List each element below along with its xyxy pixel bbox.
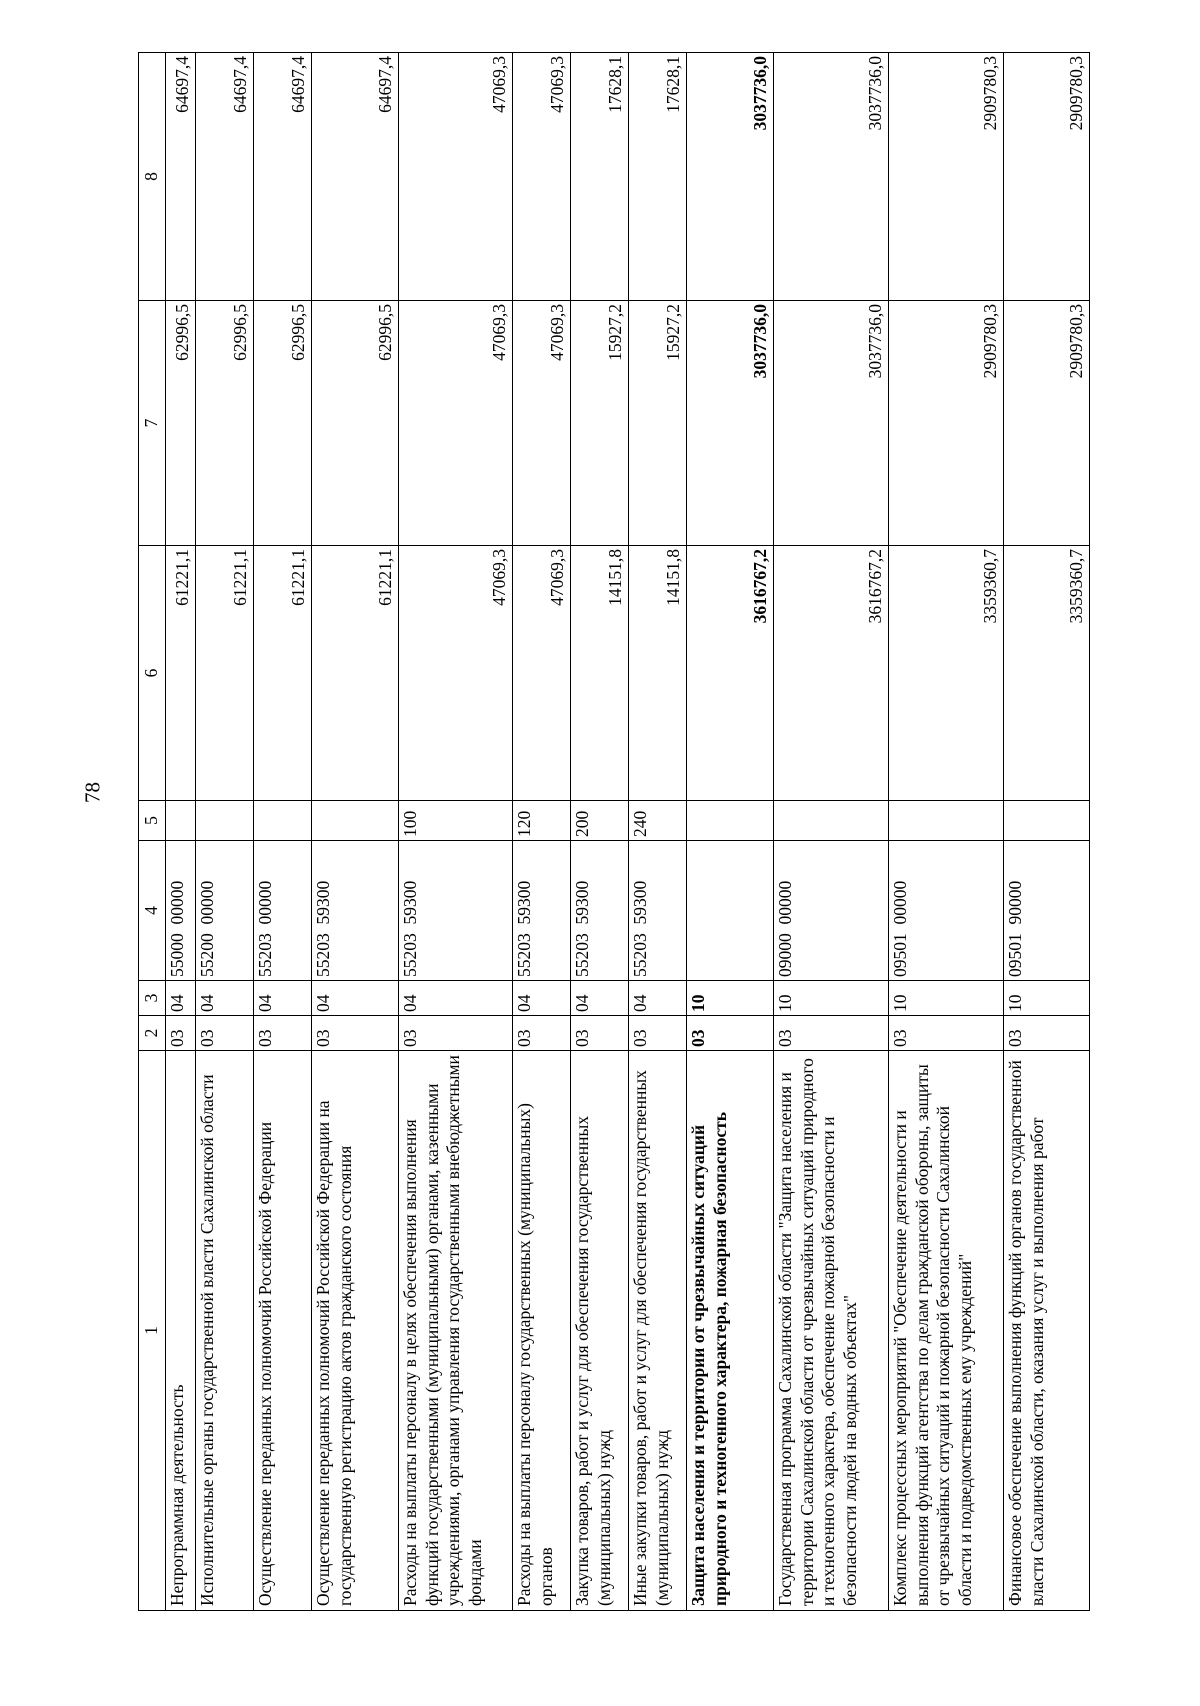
amount-col7-cell: 3037736,0 — [687, 301, 774, 546]
amount-col8-cell: 64697,4 — [254, 53, 312, 301]
row-name-cell: Исполнительные органы государственной власти Сахалинской области — [196, 1051, 254, 1611]
amount-col6-cell: 61221,1 — [196, 546, 254, 801]
table-row — [312, 53, 399, 1611]
column-header: 7 — [139, 301, 166, 546]
row-name-cell: Защита населения и территории от чрезвычайных ситуаций природного и техногенного характера, пожарная безопасность — [687, 1051, 774, 1611]
section-code-cell: 03 — [166, 1016, 196, 1051]
expense-type-cell — [774, 801, 889, 841]
expense-type-cell: 240 — [629, 801, 687, 841]
amount-col8-cell: 3037736,0 — [774, 53, 889, 301]
section-code-cell: 03 — [889, 1016, 1004, 1051]
row-name-cell: Комплекс процессных мероприятий "Обеспечение деятельности и выполнения функций агентства по делам гражданской обороны, защиты от чрезвычайных ситуаций и пожарной безопасности Сахалинской области и подведомственных ему учреждений" — [889, 1051, 1004, 1611]
expense-type-cell: 120 — [513, 801, 571, 841]
subsection-code-cell: 04 — [254, 981, 312, 1016]
amount-col6-cell: 61221,1 — [166, 546, 196, 801]
expense-type-cell — [687, 801, 774, 841]
page-number: 78 — [80, 782, 105, 803]
target-article-cell: 55203 59300 — [399, 841, 513, 981]
row-name-cell: Расходы на выплаты персоналу в целях обеспечения выполнения функций государственными (муниципальными) органами, казенными учреждениями, органами управления государственными внебюджетными фондами — [399, 1051, 513, 1611]
table-row — [889, 53, 1004, 1611]
target-article-cell: 09000 00000 — [774, 841, 889, 981]
section-code-cell: 03 — [629, 1016, 687, 1051]
table-row — [196, 53, 254, 1611]
amount-col6-cell: 3616767,2 — [687, 546, 774, 801]
amount-col8-cell: 64697,4 — [166, 53, 196, 301]
row-name-cell: Закупка товаров, работ и услуг для обеспечения государственных (муниципальных) нужд — [571, 1051, 629, 1611]
row-name-cell: Осуществление переданных полномочий Российской Федерации — [254, 1051, 312, 1611]
amount-col8-cell: 17628,1 — [571, 53, 629, 301]
amount-col7-cell: 47069,3 — [513, 301, 571, 546]
section-code-cell: 03 — [687, 1016, 774, 1051]
amount-col7-cell: 62996,5 — [196, 301, 254, 546]
amount-col7-cell: 62996,5 — [312, 301, 399, 546]
amount-col7-cell: 62996,5 — [254, 301, 312, 546]
amount-col7-cell: 15927,2 — [571, 301, 629, 546]
row-name-cell: Иные закупки товаров, работ и услуг для обеспечения государственных (муниципальных) нужд — [629, 1051, 687, 1611]
amount-col7-cell: 2909780,3 — [889, 301, 1004, 546]
subsection-code-cell: 04 — [629, 981, 687, 1016]
target-article-cell: 55203 59300 — [513, 841, 571, 981]
amount-col7-cell: 15927,2 — [629, 301, 687, 546]
table-row — [166, 53, 196, 1611]
amount-col8-cell: 64697,4 — [196, 53, 254, 301]
target-article-cell: 55200 00000 — [196, 841, 254, 981]
subsection-code-cell: 04 — [196, 981, 254, 1016]
column-header: 6 — [139, 546, 166, 801]
amount-col8-cell: 3037736,0 — [687, 53, 774, 301]
target-article-cell: 09501 00000 — [889, 841, 1004, 981]
amount-col6-cell: 3359360,7 — [889, 546, 1004, 801]
table-row — [629, 53, 687, 1611]
table-row — [571, 53, 629, 1611]
amount-col8-cell: 47069,3 — [399, 53, 513, 301]
subsection-code-cell: 04 — [312, 981, 399, 1016]
section-code-cell: 03 — [1004, 1016, 1090, 1051]
expense-type-cell: 100 — [399, 801, 513, 841]
expense-type-cell: 200 — [571, 801, 629, 841]
amount-col8-cell: 17628,1 — [629, 53, 687, 301]
subsection-code-cell: 10 — [687, 981, 774, 1016]
subsection-code-cell: 10 — [1004, 981, 1090, 1016]
section-code-cell: 03 — [312, 1016, 399, 1051]
table-header-row — [139, 53, 166, 1611]
table-row — [1004, 53, 1090, 1611]
table-row — [399, 53, 513, 1611]
amount-col7-cell: 62996,5 — [166, 301, 196, 546]
budget-table-sheet — [138, 53, 1086, 1611]
target-article-cell: 55000 00000 — [166, 841, 196, 981]
amount-col7-cell: 47069,3 — [399, 301, 513, 546]
section-code-cell: 03 — [513, 1016, 571, 1051]
section-code-cell: 03 — [254, 1016, 312, 1051]
amount-col8-cell: 2909780,3 — [1004, 53, 1090, 301]
amount-col6-cell: 3616767,2 — [774, 546, 889, 801]
section-code-cell: 03 — [196, 1016, 254, 1051]
amount-col6-cell: 47069,3 — [513, 546, 571, 801]
amount-col6-cell: 14151,8 — [571, 546, 629, 801]
subsection-code-cell: 04 — [166, 981, 196, 1016]
amount-col6-cell: 61221,1 — [312, 546, 399, 801]
subsection-code-cell: 10 — [889, 981, 1004, 1016]
section-code-cell: 03 — [774, 1016, 889, 1051]
column-header: 4 — [139, 841, 166, 981]
subsection-code-cell: 04 — [513, 981, 571, 1016]
section-code-cell: 03 — [399, 1016, 513, 1051]
row-name-cell: Финансовое обеспечение выполнения функций органов государственной власти Сахалинской области, оказания услуг и выполнения работ — [1004, 1051, 1090, 1611]
column-header: 3 — [139, 981, 166, 1016]
budget-table — [138, 52, 1090, 1611]
target-article-cell: 55203 59300 — [571, 841, 629, 981]
column-header: 8 — [139, 53, 166, 301]
amount-col7-cell: 3037736,0 — [774, 301, 889, 546]
amount-col7-cell: 2909780,3 — [1004, 301, 1090, 546]
amount-col8-cell: 47069,3 — [513, 53, 571, 301]
amount-col6-cell: 61221,1 — [254, 546, 312, 801]
target-article-cell: 55203 59300 — [629, 841, 687, 981]
column-header: 5 — [139, 801, 166, 841]
section-code-cell: 03 — [571, 1016, 629, 1051]
subsection-code-cell: 10 — [774, 981, 889, 1016]
subsection-code-cell: 04 — [571, 981, 629, 1016]
row-name-cell: Осуществление переданных полномочий Российской Федерации на государственную регистрацию актов гражданского состояния — [312, 1051, 399, 1611]
table-row — [513, 53, 571, 1611]
table-row — [254, 53, 312, 1611]
column-header: 2 — [139, 1016, 166, 1051]
expense-type-cell — [196, 801, 254, 841]
row-name-cell: Непрограммная деятельность — [166, 1051, 196, 1611]
target-article-cell: 55203 00000 — [254, 841, 312, 981]
column-header: 1 — [139, 1051, 166, 1611]
expense-type-cell — [166, 801, 196, 841]
amount-col8-cell: 2909780,3 — [889, 53, 1004, 301]
target-article-cell: 55203 59300 — [312, 841, 399, 981]
amount-col6-cell: 3359360,7 — [1004, 546, 1090, 801]
target-article-cell — [687, 841, 774, 981]
amount-col6-cell: 14151,8 — [629, 546, 687, 801]
table-row — [687, 53, 774, 1611]
expense-type-cell — [312, 801, 399, 841]
expense-type-cell — [1004, 801, 1090, 841]
expense-type-cell — [254, 801, 312, 841]
expense-type-cell — [889, 801, 1004, 841]
target-article-cell: 09501 90000 — [1004, 841, 1090, 981]
table-row — [774, 53, 889, 1611]
row-name-cell: Расходы на выплаты персоналу государственных (муниципальных) органов — [513, 1051, 571, 1611]
amount-col8-cell: 64697,4 — [312, 53, 399, 301]
amount-col6-cell: 47069,3 — [399, 546, 513, 801]
row-name-cell: Государственная программа Сахалинской области "Защита населения и территории Сахалинской области от чрезвычайных ситуаций природного и техногенного характера, обеспечение пожарной безопасности и безопасности людей на водных объектах" — [774, 1051, 889, 1611]
subsection-code-cell: 04 — [399, 981, 513, 1016]
